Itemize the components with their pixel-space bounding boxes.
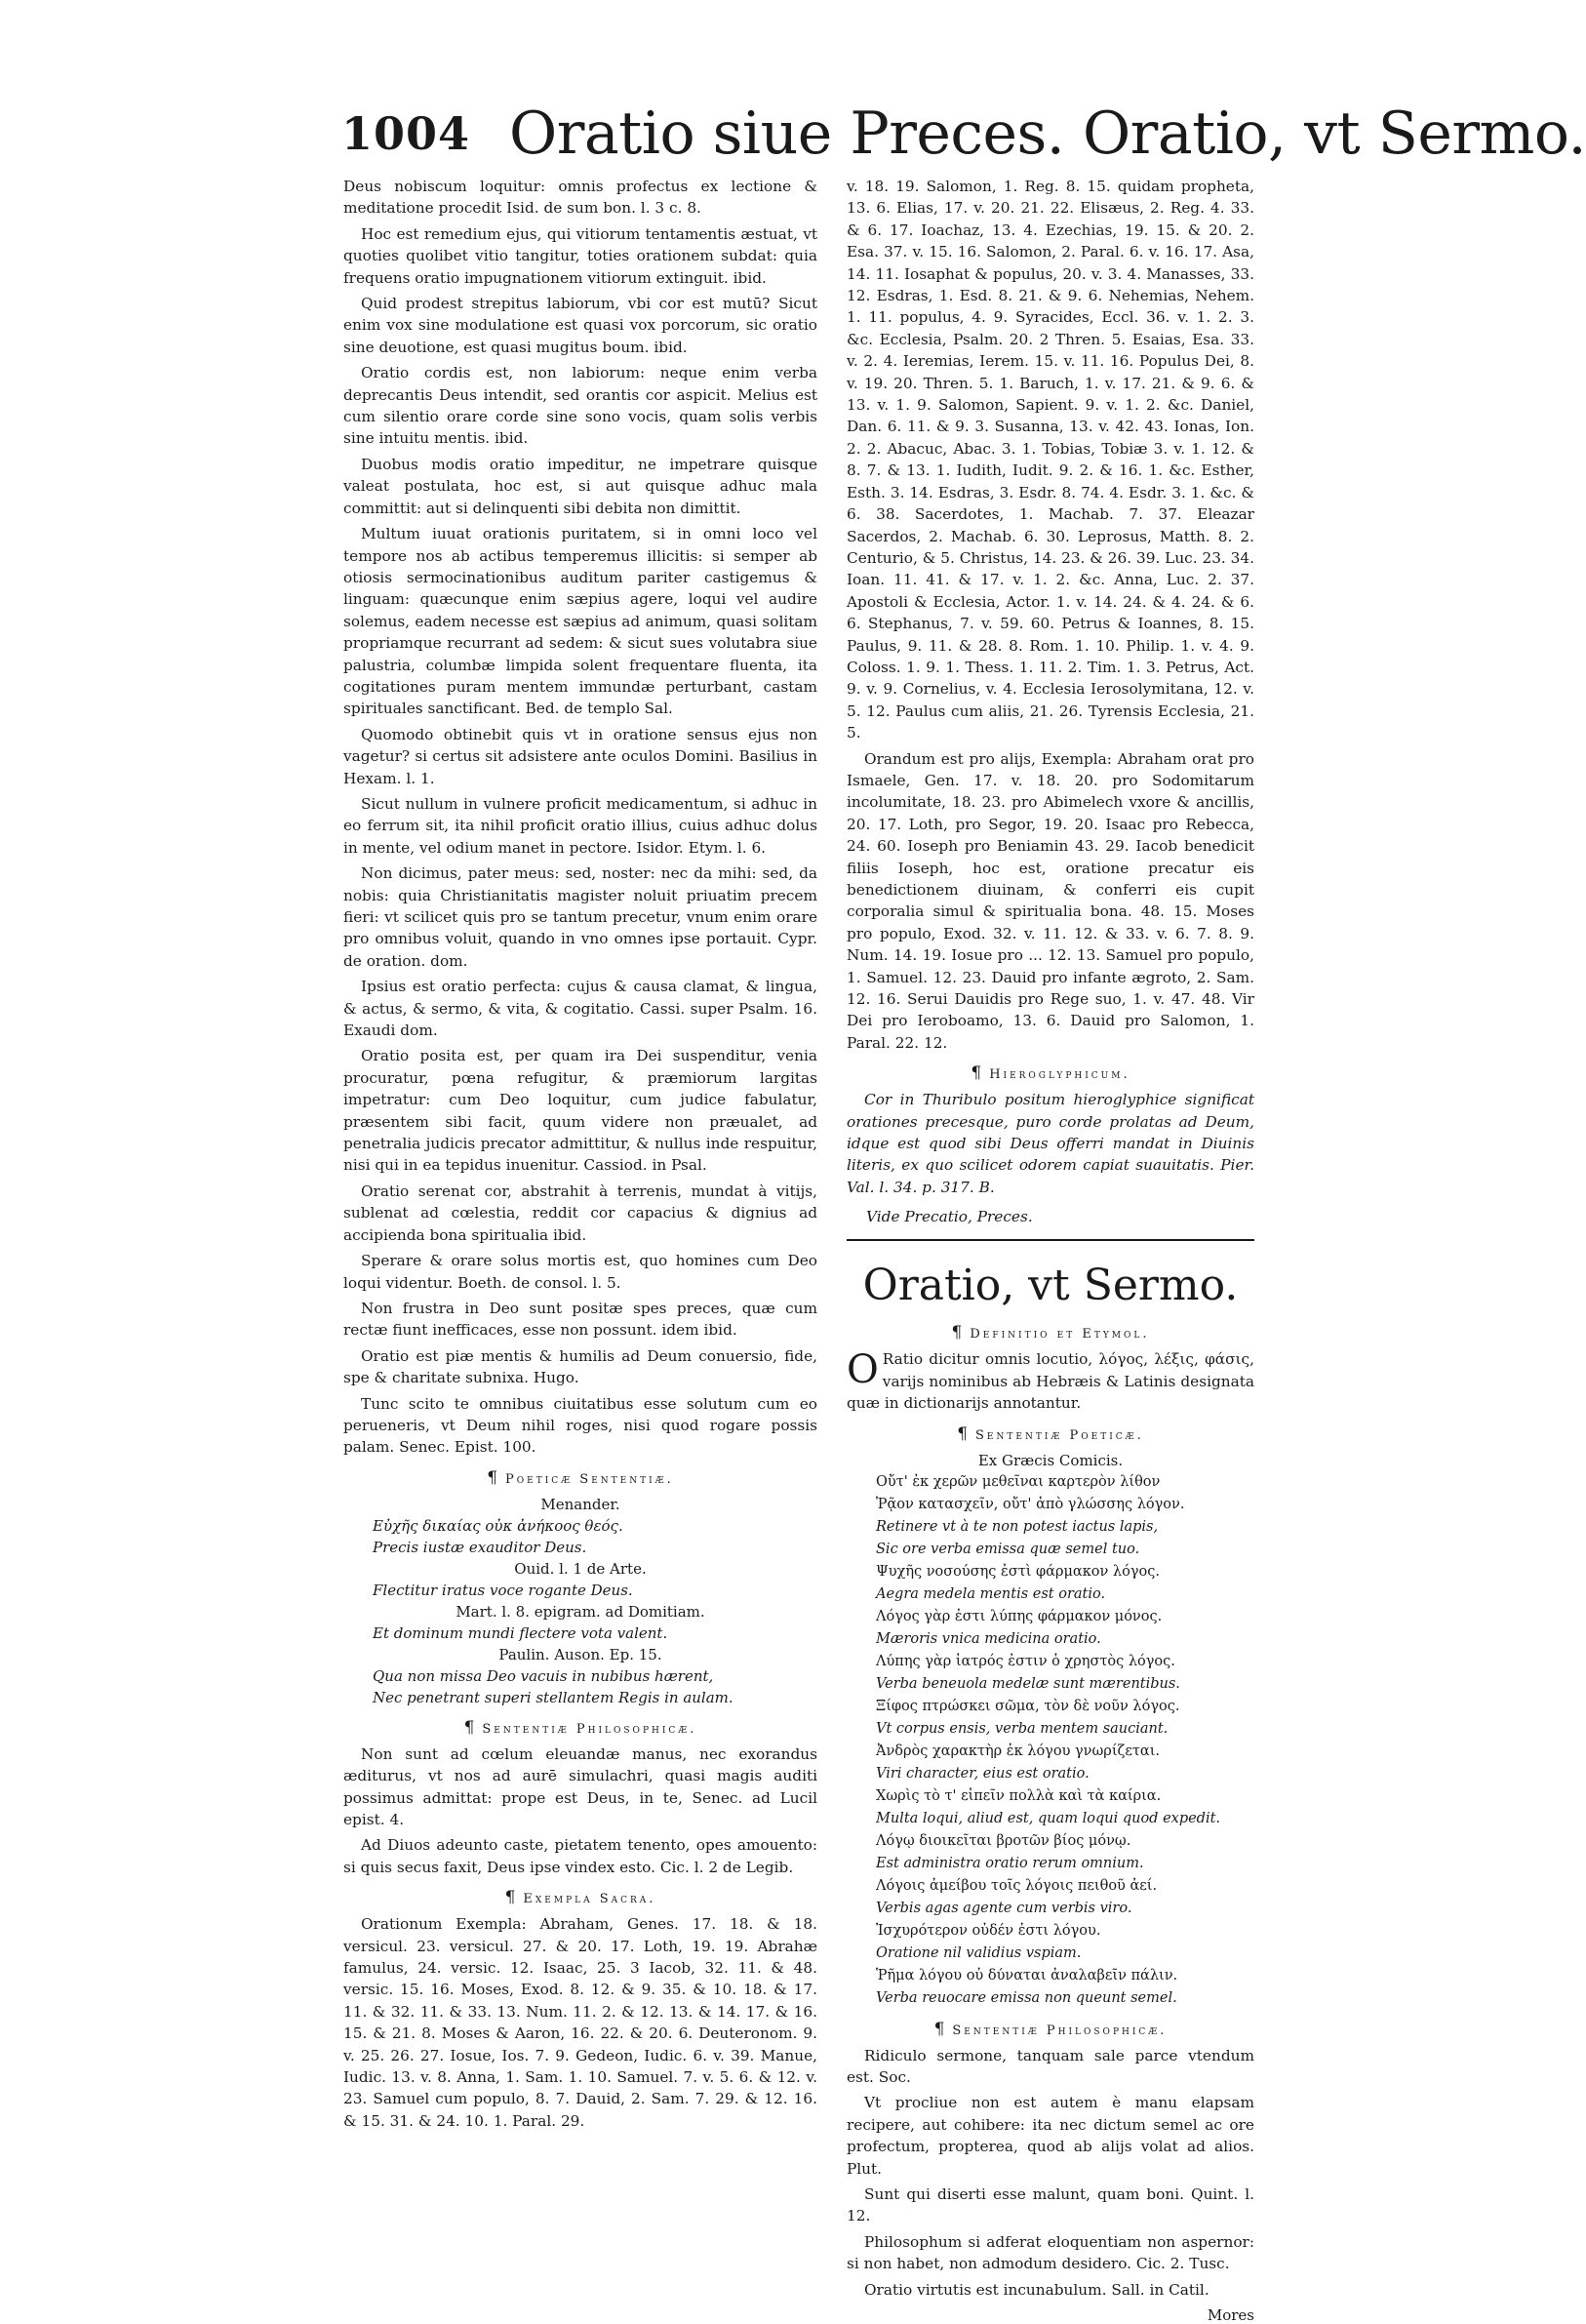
verse-line: Λόγος γὰρ ἐστι λύπης φάρμακον μόνος. (876, 1608, 1163, 1624)
pilcrow-icon: ¶ (971, 1063, 982, 1084)
verse-line: Λόγῳ διοικεῖται βροτῶν βίος μόνῳ. (876, 1832, 1131, 1849)
section-heading: ¶ Definitio et Etymol. (951, 1323, 1150, 1343)
verse-line: Nec penetrant superi stellantem Regis in aulam. (373, 1688, 734, 1706)
verse-line: Ξίφος πτρώσκει σῶμα, τὸν δὲ νοῦν λόγος. (876, 1698, 1180, 1714)
pilcrow-icon: ¶ (463, 1717, 475, 1738)
verse-line: Ῥᾷον κατασχεῖν, οὔτ' ἀπὸ γλώσσης λόγον. (876, 1496, 1185, 1512)
verse-line: Viri character, eius est oratio. (876, 1765, 1090, 1782)
section-heading: ¶ Hieroglyphicum. (971, 1063, 1130, 1084)
section-heading: ¶ Sententiæ Philosophicæ. (933, 2019, 1168, 2039)
paragraph: Oratio posita est, per quam ira Dei suspenditur, venia procuratur, pœna refugitur, & præmiorum largitas impetratur: cum Deo loquitur, cum judice fabulatur, præsentem sibi facit, quum videre non præualet, ad penetralia judicis precator admittitur, & nullus inde respuitur, nisi qui in ea tepidus inuenitur. Cassiod. in Psal. (343, 1047, 817, 1175)
running-title: Oratio siue Preces. Oratio, vt Sermo. (509, 100, 1586, 168)
paragraph: Ridiculo sermone, tanquam sale parce vtendum est. Soc. (847, 2046, 1254, 2086)
verse-line: Et dominum mundi flectere vota valent. (373, 1623, 668, 1642)
pilcrow-icon: ¶ (504, 1888, 516, 1908)
verse-line: Λύπης γὰρ ἰατρός ἐστιν ὁ χρηστὸς λόγος. (876, 1653, 1175, 1669)
verse-line: Mæroris vnica medicina oratio. (876, 1630, 1101, 1647)
verse-line: Aegra medela mentis est oratio. (876, 1585, 1106, 1602)
author-line: Mart. l. 8. epigram. ad Domitiam. (456, 1602, 705, 1621)
verse-line: Qua non missa Deo vacuis in nubibus hærent, (373, 1666, 714, 1685)
paragraph: Oratio cordis est, non labiorum: neque enim verba deprecantis Deus intendit, sed orantis cor aspicit. Melius est cum silentio orare corde sine sono vocis, quam solis verbis sine intuitu mentis. ibid. (343, 364, 817, 448)
verse-line: Precis iustæ exauditor Deus. (373, 1538, 587, 1556)
paragraph: Oratio serenat cor, abstrahit à terrenis, mundat à vitijs, sublenat ad cœlestia, reddit cor capacius & dignius ad accipienda bona spiritualia ibid. (343, 1182, 817, 1244)
paragraph: Non frustra in Deo sunt positæ spes preces, quæ cum rectæ fiunt inefficaces, esse non possunt. idem ibid. (343, 1299, 817, 1340)
paragraph: Orationum Exempla: Abraham, Genes. 17. 18. & 18. versicul. 23. versicul. 27. & 20. 17. Loth, 19. 19. Abrahæ famulus, 24. versic. 12. Isaac, 25. 3 Iacob, 32. 11. & 48. versic. 15. 16. Moses, Exod. 8. 12. & 9. 35. & 10. 18. & 17. 11. & 32. 11. & 33. 13. Num. 11. 2. & 12. 13. & 14. 17. & 16. 15. & 21. 8. Moses & Aaron, 16. 22. & 20. 6. Deuteronom. 9. v. 25. 26. 27. Iosue, Ios. 7. 9. Gedeon, Iudic. 6. v. 39. Manue, Iudic. 13. v. 8. Anna, 1. Sam. 1. 10. Samuel. 7. v. 5. 6. & 12. v. 23. Samuel cum populo, 8. 7. Dauid, 2. Sam. 7. 29. & 12. 16. & 15. 31. & 24. 10. 1. Paral. 29. (343, 1915, 817, 2130)
paragraph: Duobus modis oratio impeditur, ne impetrare quisque valeat postulata, hoc est, si aut quisque adhuc mala committit: aut si delinquenti sibi debita non dimittit. (343, 455, 817, 517)
left-column (343, 176, 817, 2130)
paragraph: Sicut nullum in vulnere proficit medicamentum, si adhuc in eo ferrum sit, ita nihil proficit oratio illius, cuius adhuc dolus in mente, vel odium manet in pectore. Isidor. Etym. l. 6. (343, 794, 817, 857)
paragraph: Cor in Thuribulo positum hieroglyphice significat orationes precesque, puro corde prolatas ad Deum, idque est quod sibi Deus offerri mandat in Diuinis literis, ex quo scilicet odorem capiat suauitatis. Pier. Val. l. 34. p. 317. B. (847, 1091, 1254, 1196)
pilcrow-icon: ¶ (933, 2019, 945, 2039)
verse-line: Verba beneuola medelæ sunt mærentibus. (876, 1675, 1180, 1692)
drop-cap: O (847, 1347, 879, 1393)
verse-list (847, 1471, 1254, 2010)
author-line: Menander. (540, 1495, 620, 1513)
paragraph: Ad Diuos adeunto caste, pietatem tenento, opes amouento: si quis secus faxit, Deus ipse vindex esto. Cic. l. 2 de Legib. (343, 1836, 817, 1876)
paragraph: Hoc est remedium ejus, qui vitiorum tentamentis æstuat, vt quoties quolibet vitio tangitur, toties orationem subdat: quia frequens oratio impugnationem vitiorum extinguit. ibid. (343, 224, 817, 287)
greek-comic-sentences (847, 1450, 1254, 2010)
author-line: Paulin. Auson. Ep. 15. (498, 1645, 662, 1663)
paragraph: Tunc scito te omnibus ciuitatibus esse solutum cum eo perueneris, vt Deum nihil roges, nisi quod rogare possis palam. Senec. Epist. 100. (343, 1394, 817, 1457)
paragraph: Ipsius est oratio perfecta: cujus & causa clamat, & lingua, & actus, & sermo, & vita, & cogitatio. Cassi. super Psalm. 16. Exaudi dom. (343, 978, 817, 1040)
author-line: Ouid. l. 1 de Arte. (514, 1559, 647, 1578)
verse-line: Est administra oratio rerum omnium. (876, 1855, 1144, 1871)
paragraph: Quomodo obtinebit quis vt in oratione sensus ejus non vagetur? si certus sit adsistere ante oculos Domini. Basilius in Hexam. l. 1. (343, 725, 817, 787)
paragraph: Quid prodest strepitus labiorum, vbi cor est mutū? Sicut enim vox sine modulatione est quasi vox porcorum, sic oratio sine deuotione, est quasi mugitus boum. ibid. (343, 295, 817, 356)
section-heading: ¶ Sententiæ Poeticæ. (957, 1423, 1144, 1444)
page-header (341, 100, 1586, 178)
verse-line: Verba reuocare emissa non queunt semel. (876, 1989, 1177, 2006)
paragraph: Oratio virtutis est incunabulum. Sall. in Catil. (864, 2280, 1209, 2299)
paragraph: Orandum est pro alijs, Exempla: Abraham orat pro Ismaele, Gen. 17. v. 18. 20. pro Sodomitarum incolumitate, 18. 23. pro Abimelech vxore & ancillis, 20. 17. Loth, pro Segor, 19. 20. Isaac pro Rebecca, 24. 60. Ioseph pro Beniamin 43. 29. Iacob benedicit filiis Ioseph, hoc est, oratione precatur eis benedictionem diuinam, & conferri eis cupit corporalia simul & spiritualia bona. 48. 15. Moses pro populo, Exod. 32. v. 11. 12. & 33. v. 6. 7. 8. 9. Num. 14. 19. Iosue pro ... 12. 13. Samuel pro populo, 1. Samuel. 12. 23. Dauid pro infante ægroto, 2. Sam. 12. 16. Serui Dauidis pro Rege suo, 1. v. 47. 48. Vir Dei pro Ieroboamo, 13. 6. Dauid pro Salomon, 1. Paral. 22. 12. (847, 749, 1254, 1052)
verse-line: Ψυχῆς νοσούσης ἐστὶ φάρμακον λόγος. (876, 1563, 1160, 1580)
verse-line: Retinere vt à te non potest iactus lapis, (876, 1518, 1159, 1535)
section-heading: ¶ Exempla Sacra. (504, 1888, 656, 1908)
paragraph: Multum iuuat orationis puritatem, si in omni loco vel tempore nos ab actibus temperemus illicitis: si semper ab otiosis sermocinationibus auditum pariter castigemus & linguam: quæcunque enim sæpius agere, loqui vel audire solemus, eadem necesse est sæpius ad animum, quasi solitam propriamque recurrant ad sedem: & sicut sues volutabra siue palustria, columbæ limpida solent frequentare fluenta, ita cogitationes puram mentem immundæ perturbant, castam spirituales sanctificant. Bed. de templo Sal. (343, 525, 817, 718)
greek-verse: Εὐχῆς δικαίας οὐκ ἀνήκοος θεός. (373, 1516, 623, 1535)
verse-line: Vt corpus ensis, verba mentem sauciant. (876, 1720, 1169, 1737)
section-heading: ¶ Poeticæ Sententiæ. (487, 1467, 674, 1488)
paragraph: Non dicimus, pater meus: sed, noster: nec da mihi: sed, da nobis: quia Christianitatis magister noluit priuatim precem fieri: vt scilicet quis pro se tantum precetur, vnum enim orare pro omnibus voluit, quando in vno omnes ipse portauit. Cypr. de oration. dom. (343, 864, 817, 970)
verse-line: Λόγοις ἀμείβου τοῖς λόγοις πειθοῦ ἀεί. (876, 1877, 1158, 1894)
section-divider (847, 1239, 1254, 1241)
verse-line: Sic ore verba emissa quæ semel tuo. (876, 1541, 1140, 1557)
paragraph: Deus nobiscum loquitur: omnis profectus ex lectione & meditatione procedit Isid. de sum bon. l. 3 c. 8. (343, 178, 817, 218)
paragraph: Oratio est piæ mentis & humilis ad Deum conuersio, fide, spe & charitate subnixa. Hugo. (343, 1346, 817, 1387)
verse-line: Οὔτ' ἐκ χερῶν μεθεῖναι καρτερὸν λίθον (876, 1473, 1161, 1490)
poetic-sentences (343, 1494, 817, 1708)
verse-line: Χωρὶς τὸ τ' εἰπεῖν πολλὰ καὶ τὰ καίρια. (876, 1787, 1162, 1804)
paragraph: Sperare & orare solus mortis est, quo homines cum Deo loqui videntur. Boeth. de consol. l. 5. (343, 1252, 817, 1292)
pilcrow-icon: ¶ (951, 1323, 963, 1343)
definition-paragraph: O Ratio dicitur omnis locutio, λόγος, λέξις, φάσις, varijs nominibus ab Hebræis & Latinis designata quæ in dictionarijs annotantur. (847, 1347, 1254, 1413)
paragraph: Non sunt ad cœlum eleuandæ manus, nec exorandus æditurus, vt nos ad aurē simulachri, quasi magis auditi possimus admittat: prope est Deus, in te, Senec. ad Lucil epist. 4. (343, 1744, 817, 1828)
verse-line: Ἰσχυρότερον οὐδέν ἐστι λόγου. (876, 1922, 1101, 1939)
section-title: Oratio, vt Sermo. (862, 1261, 1239, 1311)
catchword: Mores (1207, 2305, 1254, 2324)
paragraph: v. 18. 19. Salomon, 1. Reg. 8. 15. quidam propheta, 13. 6. Elias, 17. v. 20. 21. 22. Elisæus, 2. Reg. 4. 33. & 6. 17. Ioachaz, 13. 4. Ezechias, 19. 15. & 20. 2. Esa. 37. v. 15. 16. Salomon, 2. Paral. 6. v. 16. 17. Asa, 14. 11. Iosaphat & populus, 20. v. 3. 4. Manasses, 33. 12. Esdras, 1. Esd. 8. 21. & 9. 6. Nehemias, Nehem. 1. 11. populus, 4. 9. Syracides, Eccl. 36. v. 1. 2. 3. &c. Ecclesia, Psalm. 20. 2 Thren. 5. Esaias, Esa. 33. v. 2. 4. Ieremias, Ierem. 15. v. 11. 16. Populus Dei, 8. v. 19. 20. Thren. 5. 1. Baruch, 1. v. 17. 21. & 9. 6. & 13. v. 1. 9. Salomon, Sapient. 9. v. 1. 2. &c. Daniel, Dan. 6. 11. & 9. 3. Susanna, 13. v. 42. 43. Ionas, Ion. 2. 2. Abacuc, Abac. 3. 1. Tobias, Tobiæ 3. v. 1. 12. & 8. 7. & 13. 1. Iudith, Iudit. 9. 2. & 16. 1. &c. Esther, Esth. 3. 14. Esdras, 3. Esdr. 8. 74. 4. Esdr. 3. 1. &c. & 6. 38. Sacerdotes, 1. Machab. 7. 37. Eleazar Sacerdos, 2. Machab. 6. 30. Leprosus, Matth. 8. 2. Centurio, & 5. Christus, 14. 23. & 26. 39. Luc. 23. 34. Ioan. 11. 41. & 17. v. 1. 2. &c. Anna, Luc. 2. 37. Apostoli & Ecclesia, Actor. 1. v. 14. 24. & 4. 24. & 6. 6. Stephanus, 7. v. 59. 60. Petrus & Ioannes, 8. 15. Paulus, 9. 11. & 28. 8. Rom. 1. 10. Philip. 1. v. 4. 9. Coloss. 1. 9. 1. Thess. 1. 11. 2. Tim. 1. 3. Petrus, Act. 9. v. 9. Cornelius, v. 4. Ecclesia Ierosolymitana, 12. v. 5. 12. Paulus cum aliis, 21. 26. Tyrensis Ecclesia, 21. 5. (847, 178, 1254, 742)
source-line: Ex Græcis Comicis. (977, 1451, 1124, 1469)
right-column (847, 176, 1254, 2324)
pilcrow-icon: ¶ (487, 1467, 498, 1488)
cross-reference: Vide Precatio, Preces. (866, 1208, 1033, 1226)
verse-line: Flectitur iratus voce rogante Deus. (373, 1581, 633, 1599)
pilcrow-icon: ¶ (957, 1423, 969, 1444)
section-heading: ¶ Sententiæ Philosophicæ. (463, 1717, 697, 1738)
verse-line: Ῥῆμα λόγου οὐ δύναται ἀναλαβεῖν πάλιν. (876, 1967, 1178, 1983)
verse-line: Oratione nil validius vspiam. (876, 1944, 1082, 1961)
verse-line: Multa loqui, aliud est, quam loqui quod expedit. (876, 1810, 1221, 1826)
paragraph: Philosophum si adferat eloquentiam non aspernor: si non habet, non admodum desidero. Cic. 2. Tusc. (847, 2232, 1254, 2273)
verse-line: Verbis agas agente cum verbis viro. (876, 1900, 1132, 1916)
verse-line: Ἀνδρὸς χαρακτὴρ ἐκ λόγου γνωρίζεται. (876, 1743, 1160, 1759)
paragraph: Sunt qui diserti esse malunt, quam boni. Quint. l. 12. (847, 2184, 1254, 2225)
paragraph: Vt procliue non est autem è manu elapsam recipere, aut cohibere: ita nec dictum semel ac ore profectum, propterea, quod ab alijs volat ad alios. Plut. (847, 2094, 1254, 2178)
page-number: 1004 (341, 107, 471, 160)
